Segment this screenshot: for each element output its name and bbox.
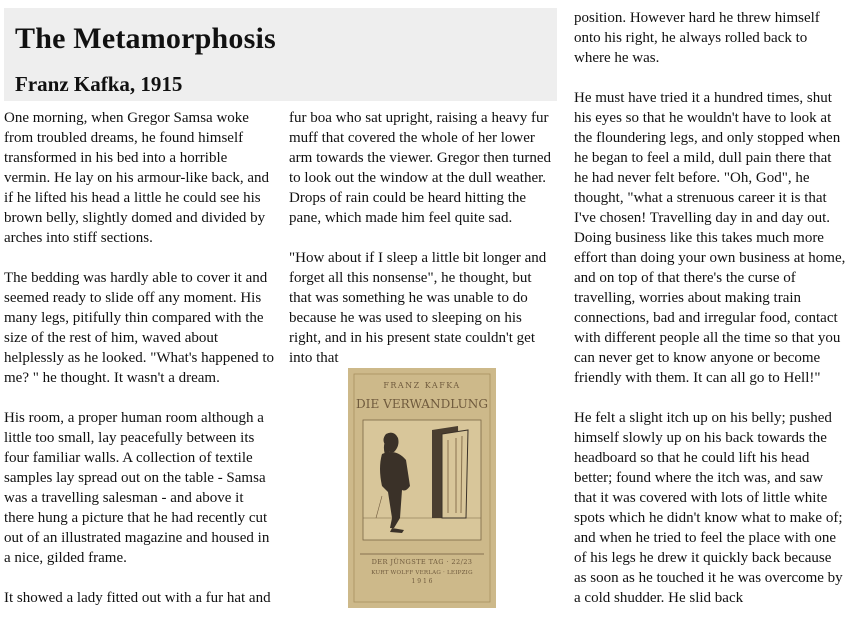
paragraph: He must have tried it a hundred times, shut his eyes so that he wouldn't have to look at the floundering legs, and only stopped when he began to feel a mild, dull pain there that he had never felt before. "Oh, God", he thought, "what a strenuous career it is that I've chosen! Travelling day in and day out. Doing business like this takes much more effort than doing your own business at home, and on top of that there's the curse of travelling, worries about making train connections, bad and irregular food, contact with different people all the time so that you can never get to know anyone or become friendly with them. It can all go to Hell!" [574, 90, 846, 386]
cover-author: FRANZ KAFKA [383, 381, 461, 390]
page-subtitle: Franz Kafka, 1915 [15, 72, 183, 96]
book-cover-illustration [348, 368, 496, 608]
cover-publisher: KURT WOLFF VERLAG · LEIPZIG [371, 570, 473, 576]
paragraph: position. However hard he threw himself onto his right, he always rolled back to where he was. [574, 10, 820, 66]
paragraph: He felt a slight itch up on his belly; pushed himself slowly up on his back towards the headboard so that he could lift his head better; found where the itch was, and saw that it was covered with lots of little white spots which he didn't know what to make of; and when he tried to feel the place with one of his legs he drew it quickly back because as soon as he touched it he was overcome by a cold shudder. He slid back [574, 410, 843, 606]
cover-series: DER JÜNGSTE TAG · 22/23 [371, 558, 473, 566]
text-column-left [4, 108, 274, 628]
cover-title: DIE VERWANDLUNG [356, 396, 488, 411]
paragraph: "How about if I sleep a little bit longer and forget all this nonsense", he thought, but that was something he was unable to do because he was used to sleeping on his right, and in his present state couldn't get into that [289, 250, 547, 366]
paragraph: His room, a proper human room although a little too small, lay peacefully between its four familiar walls. A collection of textile samples lay spread out on the table - Samsa was a travelling salesman - and above it there hung a picture that he had recently cut out of an illustrated magazine and housed in a nice, gilded frame. [4, 410, 270, 566]
paragraph: It showed a lady fitted out with a fur hat and [4, 590, 271, 606]
book-cover-image [348, 368, 496, 608]
paragraph: The bedding was hardly able to cover it and seemed ready to slide off any moment. His many legs, pitifully thin compared with the size of the rest of him, waved about helplessly as he looked. "What's happened to me? " he thought. It wasn't a dream. [4, 270, 275, 386]
title-block [4, 8, 557, 101]
paragraph: One morning, when Gregor Samsa woke from troubled dreams, he found himself transformed in his bed into a horrible vermin. He lay on his armour-like back, and if he lifted his head a little he could see his brown belly, slightly domed and divided by arches into stiff sections. [4, 110, 270, 246]
page-title: The Metamorphosis [15, 22, 276, 55]
cover-year: 1 9 1 6 [411, 578, 433, 585]
text-column-right [574, 8, 846, 628]
paragraph: fur boa who sat upright, raising a heavy fur muff that covered the whole of her lower arm towards the viewer. Gregor then turned to look out the window at the dull weather. Drops of rain could be heard hitting the pane, which made him feel quite sad. [289, 110, 551, 226]
text-column-middle [289, 108, 557, 388]
